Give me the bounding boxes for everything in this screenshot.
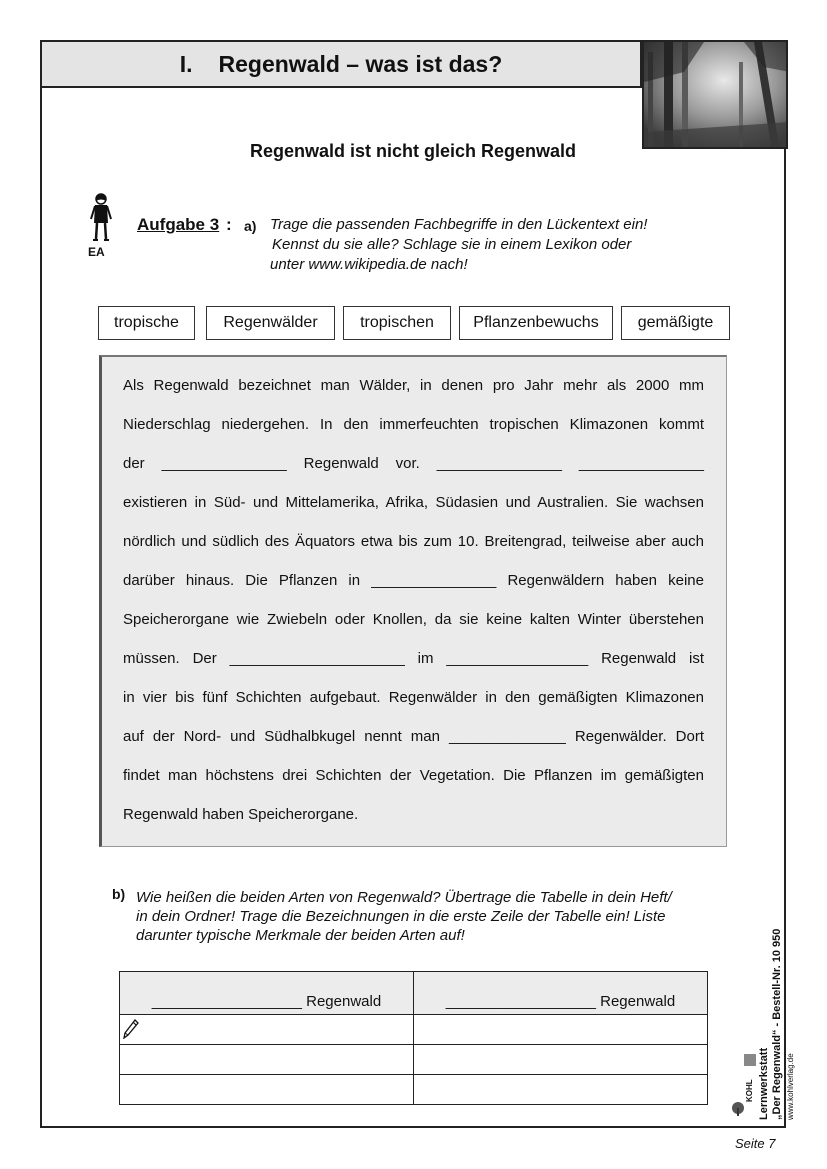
student-figure-icon: [86, 193, 116, 243]
table-row: [120, 1015, 708, 1045]
publisher-name: KOHL: [745, 1079, 754, 1102]
table-cell: [120, 1015, 414, 1045]
kohl-publisher-logo: [732, 1052, 758, 1118]
cloze-line: auf der Nord- und Südhalbkugel nennt man ______________ Regenwälder. Dort: [123, 728, 704, 745]
table-cell: [414, 1045, 708, 1075]
publisher-sidebar: [758, 929, 797, 1120]
publisher-url: www.kohlverlag.de: [786, 1053, 795, 1120]
table-header-row: [120, 972, 708, 1015]
chapter-title: Regenwald – was ist das?: [218, 50, 503, 77]
task-instruction: Kennst du sie alle? Schlage sie in einem Lexikon oder: [272, 236, 632, 253]
word-bank-item: Pflanzenbewuchs: [459, 306, 613, 340]
table-header-cell: __________________ Regenwald: [414, 972, 708, 1015]
page-title: [40, 40, 642, 88]
cloze-line: müssen. Der _____________________ im _________________ Regenwald ist: [123, 650, 704, 667]
section-subtitle: Regenwald ist nicht gleich Regenwald: [249, 141, 577, 161]
cloze-line: nördlich und südlich des Äquators etwa bis zum 10. Breitengrad, teilweise aber auch: [123, 533, 704, 550]
part-b-instruction: in dein Ordner! Trage die Bezeichnungen in die erste Zeile der Tabelle ein! Liste: [136, 908, 666, 925]
cloze-line: in vier bis fünf Schichten aufgebaut. Regenwälder in den gemäßigten Klimazonen: [123, 689, 704, 706]
sidebar-order-number: „Der Regenwald“ - Bestell-Nr. 10 950: [771, 928, 783, 1120]
rainforest-types-table: [119, 971, 708, 1105]
rainforest-photo: [642, 40, 788, 149]
sidebar-series: Lernwerkstatt: [758, 1047, 770, 1120]
table-cell: [414, 1015, 708, 1045]
cloze-line: darüber hinaus. Die Pflanzen in _______________ Regenwäldern haben keine: [123, 572, 704, 589]
table-header-cell: __________________ Regenwald: [120, 972, 414, 1015]
word-bank-item: Regenwälder: [206, 306, 335, 340]
word-bank-item: tropische: [98, 306, 195, 340]
task-label: Aufgabe 3: [137, 215, 220, 234]
word-bank-item: gemäßigte: [621, 306, 730, 340]
task-colon: :: [226, 215, 232, 234]
cloze-line: existieren in Süd- und Mittelamerika, Afrika, Südasien und Australien. Sie wachsen: [123, 494, 704, 511]
chapter-number: I.: [179, 50, 193, 77]
cloze-line: findet man höchstens drei Schichten der Vegetation. Die Pflanzen im gemäßigten: [123, 767, 704, 784]
word-bank-item: tropischen: [343, 306, 451, 340]
task-instruction: Trage die passenden Fachbegriffe in den Lückentext ein!: [270, 216, 648, 233]
pencil-icon: [123, 1019, 139, 1039]
cloze-line: Speicherorgane wie Zwiebeln oder Knollen, da sie keine kalten Winter überstehen: [123, 611, 704, 628]
table-cell: [120, 1045, 414, 1075]
part-b-instruction: Wie heißen die beiden Arten von Regenwald? Übertrage die Tabelle in dein Heft/: [136, 889, 672, 906]
cloze-line: Regenwald haben Speicherorgane.: [123, 806, 359, 823]
cloze-line: Als Regenwald bezeichnet man Wälder, in denen pro Jahr mehr als 2000 mm: [123, 377, 704, 394]
table-cell: [414, 1075, 708, 1105]
cloze-line: der _______________ Regenwald vor. _______________ _______________: [123, 455, 704, 472]
part-b-instruction: darunter typische Merkmale der beiden Arten auf!: [136, 927, 465, 944]
part-b-label: b): [112, 886, 126, 902]
task-instruction: unter www.wikipedia.de nach!: [270, 256, 468, 273]
cloze-line: Niederschlag niedergehen. In den immerfeuchten tropischen Klimazonen kommt: [123, 416, 704, 433]
part-a-label: a): [244, 218, 257, 234]
table-row: [120, 1075, 708, 1105]
table-cell: [120, 1075, 414, 1105]
ea-label: EA: [88, 245, 105, 259]
page-number: Seite 7: [735, 1136, 776, 1151]
table-row: [120, 1045, 708, 1075]
